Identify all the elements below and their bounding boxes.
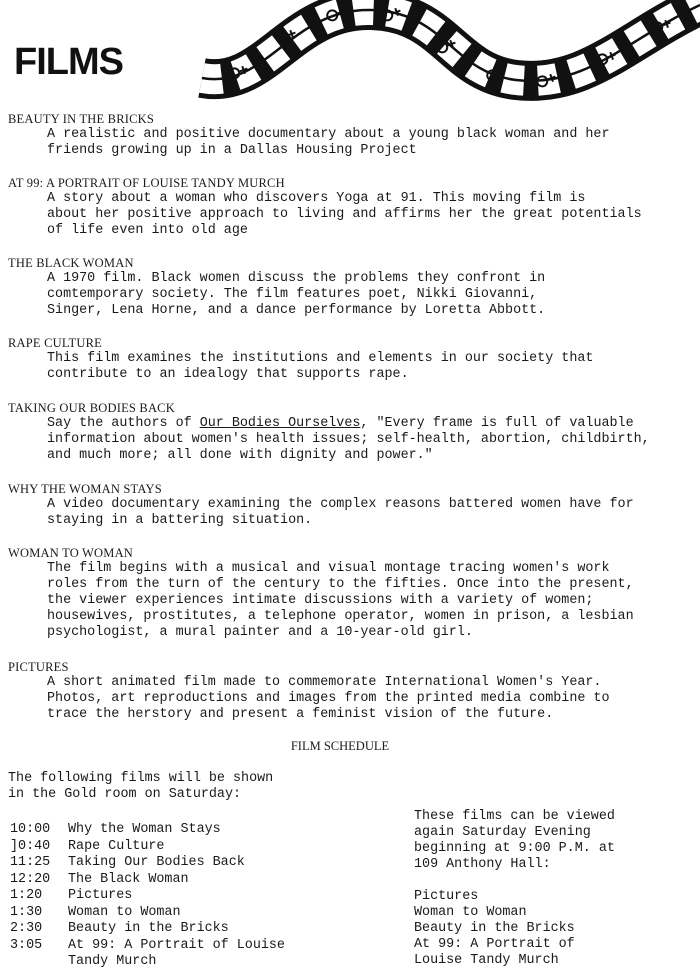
film-title: WOMAN TO WOMAN (8, 546, 134, 560)
schedule-film: Pictures (68, 888, 133, 903)
evening-film: Woman to Woman (414, 905, 527, 920)
schedule-time: 2:30 (10, 921, 43, 936)
schedule-film: Why the Woman Stays (68, 822, 221, 837)
film-title: BEAUTY IN THE BRICKS (8, 112, 155, 126)
film-description: A realistic and positive documentary about a young black woman and her friends growing up in a Dallas Housing Project (47, 127, 610, 158)
evening-schedule (414, 809, 684, 969)
schedule-item (10, 888, 330, 905)
schedule-item (10, 872, 330, 889)
evening-film-list (414, 889, 684, 969)
svg-text:+: + (224, 68, 236, 90)
schedule-time: 11:25 (10, 855, 51, 870)
schedule-item (10, 822, 330, 839)
film-entry (8, 481, 693, 529)
schedule-time: 10:00 (10, 822, 51, 837)
film-entry (8, 335, 693, 383)
film-title: WHY THE WOMAN STAYS (8, 482, 162, 496)
schedule-film: At 99: A Portrait of Louise Tandy Murch (68, 937, 285, 969)
film-strip-banner (196, 0, 700, 112)
schedule-time: ]0:40 (10, 838, 51, 854)
schedule-film: Woman to Woman (68, 904, 181, 920)
schedule-item (10, 839, 330, 856)
film-description: A video documentary examining the complex reasons battered women have for staying in a battering situation. (47, 497, 634, 528)
schedule-time: 1:20 (10, 888, 43, 903)
film-description-part: , "Every frame is full of valuable information about women's health issues; self-health, abortion, childbirth, and much more; all done with dignity and power." (47, 416, 650, 463)
schedule-item (10, 905, 330, 922)
film-description (47, 416, 693, 464)
film-entry (8, 545, 693, 641)
film-entry (8, 255, 693, 319)
evening-film: Beauty in the Bricks (414, 921, 575, 936)
film-entry (8, 659, 693, 723)
schedule-film: Rape Culture (68, 838, 165, 854)
schedule-heading: FILM SCHEDULE (290, 739, 390, 753)
schedule-film: Taking Our Bodies Back (68, 855, 245, 870)
film-description-part: Say the authors of (47, 416, 200, 431)
schedule-film: Beauty in the Bricks (68, 921, 229, 936)
film-title: TAKING OUR BODIES BACK (8, 401, 175, 415)
schedule-list (10, 822, 330, 971)
schedule-film: The Black Woman (68, 871, 189, 887)
book-title: Our Bodies Ourselves (199, 416, 361, 431)
evening-intro: These films can be viewed again Saturday Evening beginning at 9:00 P.M. at 109 Anthony Hall: (414, 809, 615, 872)
film-description: This film examines the institutions and elements in our society that contribute to an idealogy that supports rape. (47, 351, 594, 382)
schedule-item (10, 855, 330, 872)
schedule-intro: The following films will be shown in the Gold room on Saturday: (8, 771, 274, 802)
film-description: The film begins with a musical and visual montage tracing women's work roles from the turn of the century to the fifties. Once into the present, the viewer experiences intimate discussions with a variety of women; housewives, prostitutes, a telephone operator, women in prison, a lesbian psychologist, a mural painter and a 10-year-old girl. (47, 561, 634, 640)
evening-film: At 99: A Portrait of Louise Tandy Murch (414, 937, 575, 968)
film-description: A 1970 film. Black women discuss the problems they confront in comtemporary society. The film features poet, Nikki Giovanni, Singer, Lena Horne, and a dance performance by Loretta Abbott. (47, 271, 546, 318)
film-description: A short animated film made to commemorate International Women's Year. Photos, art reproductions and images from the printed media combine to trace the herstory and present a feminist vision of the future. (47, 675, 610, 722)
film-title: THE BLACK WOMAN (8, 256, 134, 270)
film-entry (8, 111, 693, 159)
schedule-item (10, 938, 330, 971)
film-description: A story about a woman who discovers Yoga at 91. This moving film is about her positive approach to living and affirms her the great potentials of life even into old age (47, 191, 642, 238)
page-heading: FILMS (14, 41, 123, 83)
schedule-time: 1:30 (10, 904, 43, 920)
film-title: RAPE CULTURE (8, 336, 102, 350)
film-title: AT 99: A PORTRAIT OF LOUISE TANDY MURCH (8, 176, 285, 190)
schedule-time: 12:20 (10, 871, 51, 887)
film-entry (8, 400, 693, 464)
film-entry (8, 175, 693, 239)
schedule-item (10, 921, 330, 938)
schedule-time: 3:05 (10, 937, 43, 953)
evening-film: Pictures (414, 889, 479, 904)
film-title: PICTURES (8, 660, 69, 674)
